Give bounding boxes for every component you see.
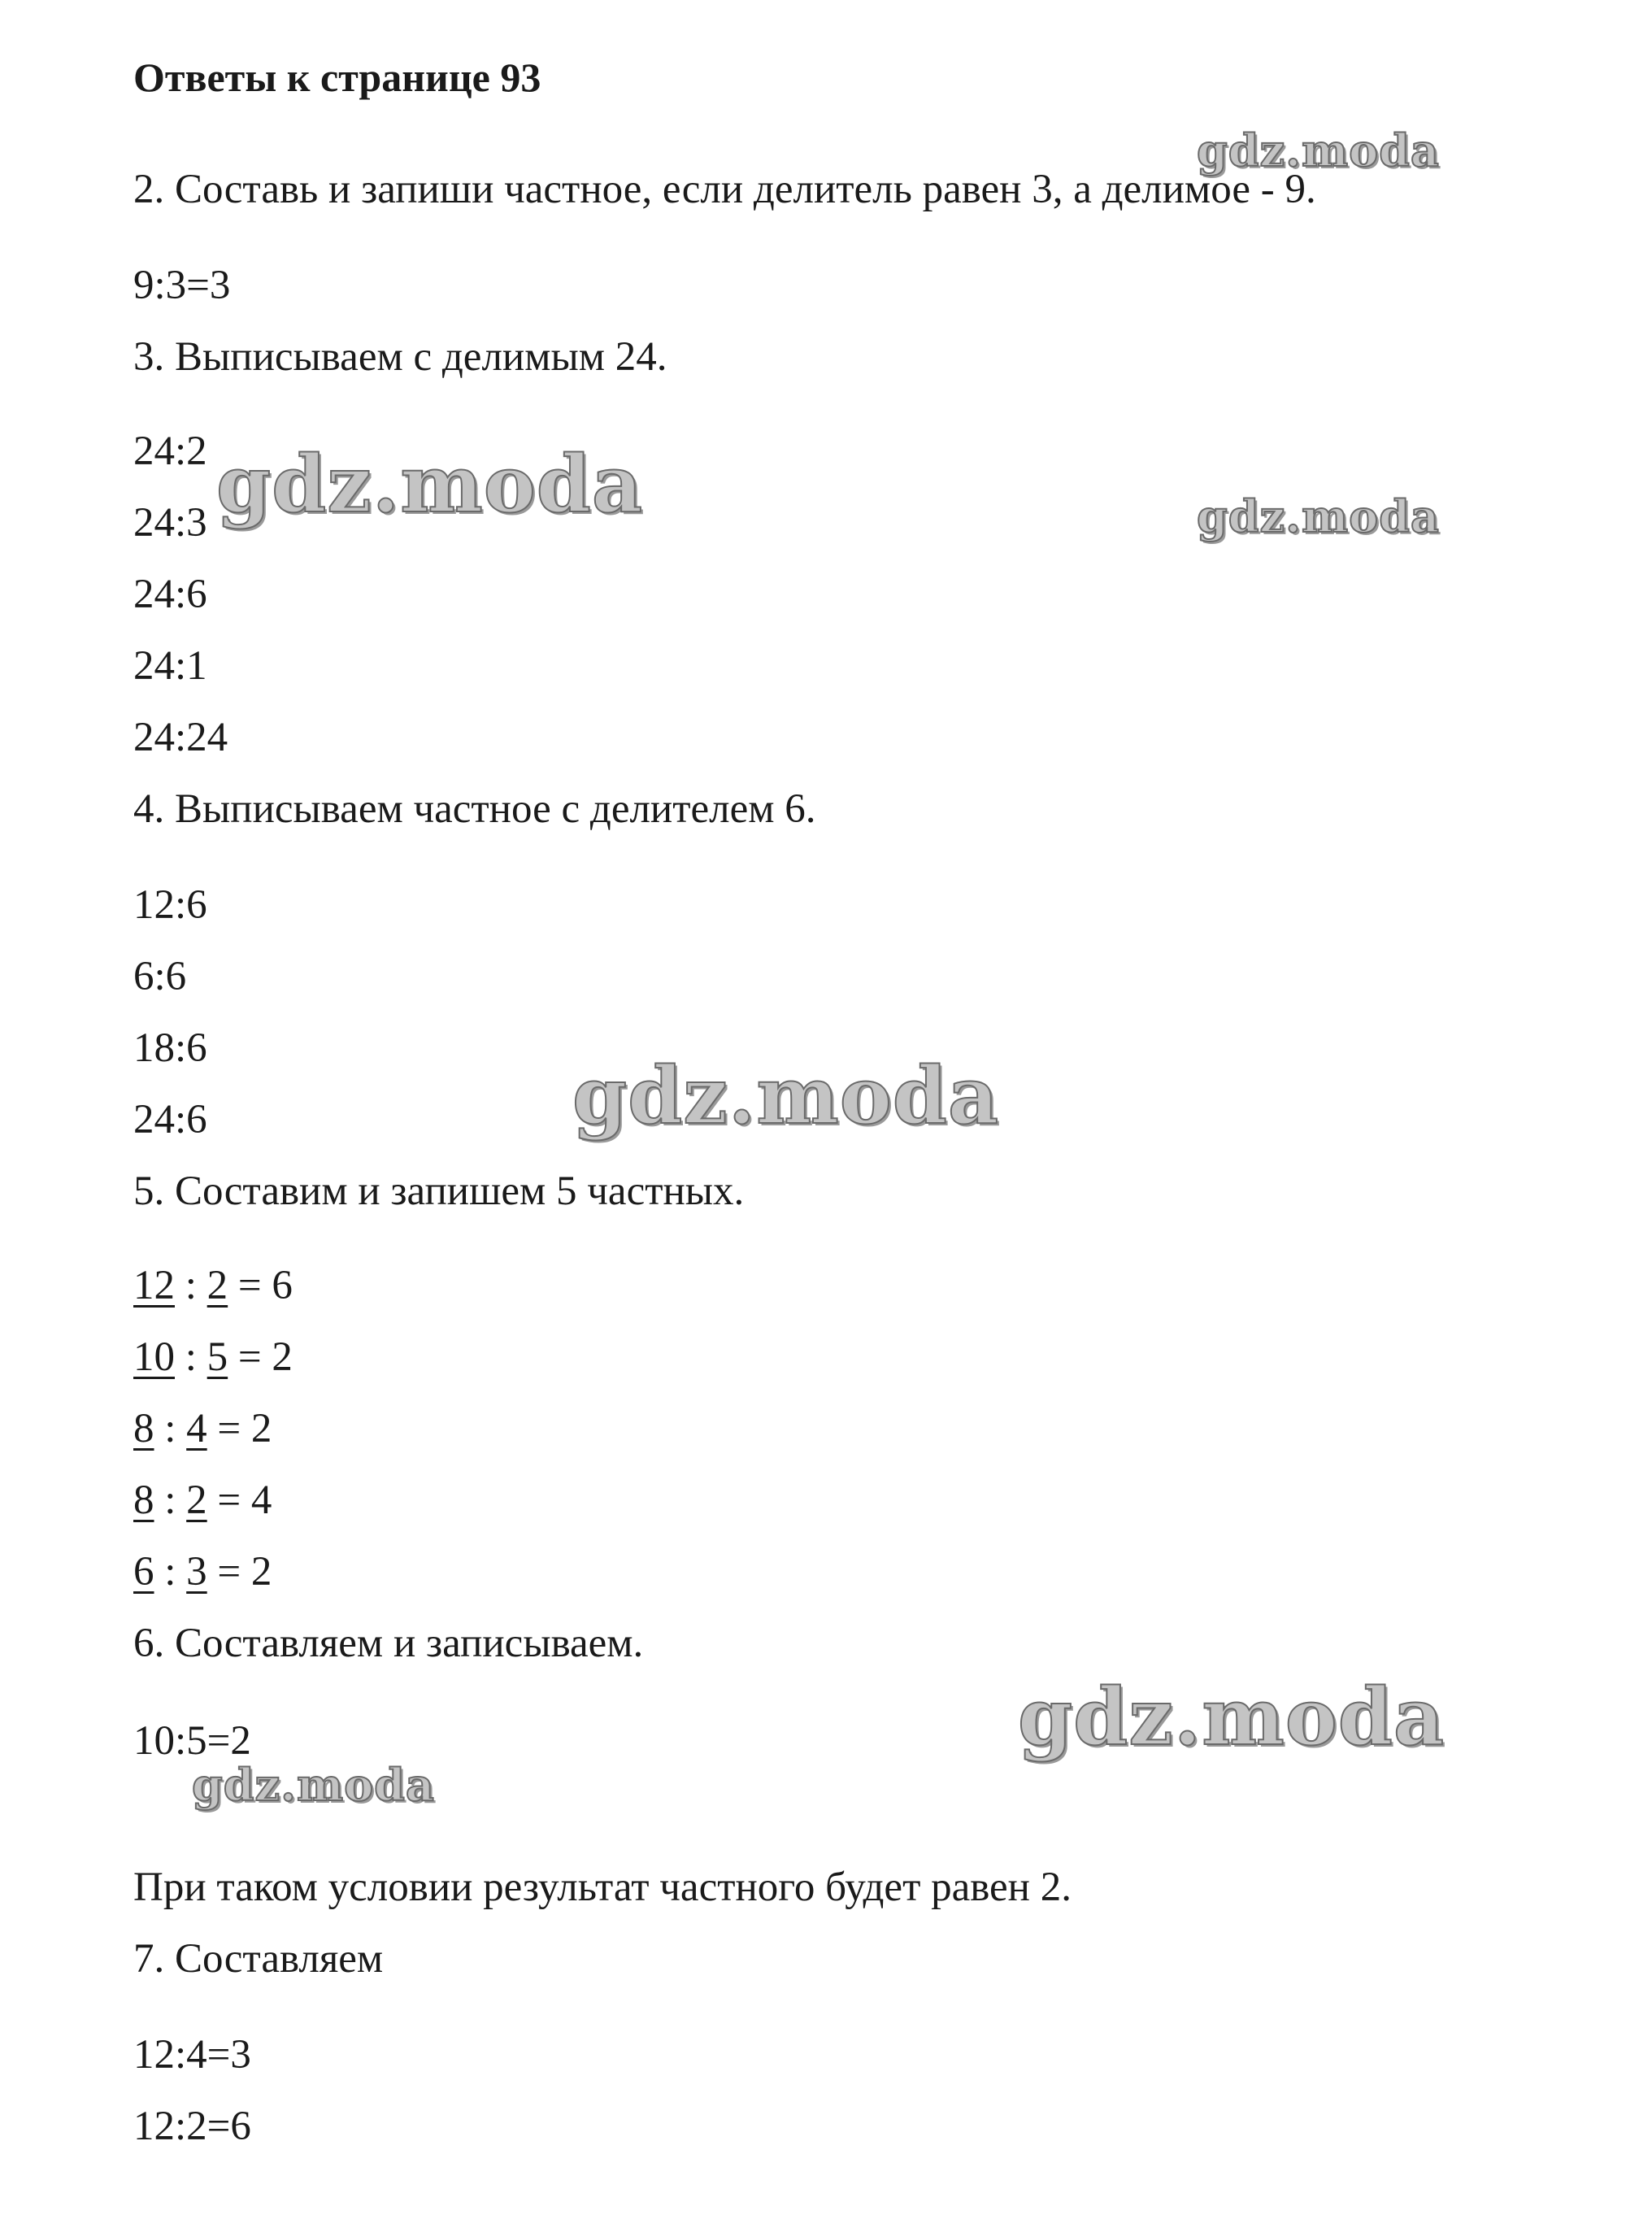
dividend: 8 <box>133 1406 154 1451</box>
quotient: = 2 <box>206 1549 272 1595</box>
task-4-line: 24:6 <box>133 1097 207 1142</box>
watermark: gdz.moda <box>1197 490 1440 542</box>
task-3-line: 24:3 <box>133 500 207 546</box>
task-5-equation <box>133 1265 293 1307</box>
task-6-conclusion: При таком условии результат частного будет равен 2. <box>133 1865 1072 1910</box>
quotient: = 2 <box>206 1406 272 1451</box>
division-sign: : <box>175 1334 207 1380</box>
task-5-equation <box>133 1551 272 1593</box>
task-5-equation <box>133 1408 272 1450</box>
divisor: 2 <box>186 1477 207 1523</box>
task-6-answer: 10:5=2 <box>133 1718 251 1764</box>
task-5-text: 5. Составим и запишем 5 частных. <box>133 1168 745 1214</box>
quotient: = 2 <box>228 1334 293 1380</box>
task-7-line: 12:4=3 <box>133 2032 251 2078</box>
division-sign: : <box>154 1549 187 1595</box>
task-7-line: 12:2=6 <box>133 2104 251 2149</box>
task-3-line: 24:1 <box>133 643 207 689</box>
watermark: gdz.moda <box>572 1050 1000 1142</box>
watermark: gdz.moda <box>192 1759 435 1811</box>
task-3-line: 24:24 <box>133 715 228 760</box>
division-sign: : <box>154 1406 187 1451</box>
task-6-text: 6. Составляем и записываем. <box>133 1621 644 1666</box>
task-4-line: 6:6 <box>133 954 187 999</box>
divisor: 2 <box>206 1263 228 1308</box>
task-2-text: 2. Составь и запиши частное, если делитель равен 3, а делимое - 9. <box>133 167 1316 212</box>
task-3-text: 3. Выписываем с делимым 24. <box>133 334 667 380</box>
divisor: 3 <box>186 1549 207 1595</box>
watermark: gdz.moda <box>1018 1671 1446 1763</box>
quotient: = 4 <box>206 1477 272 1523</box>
divisor: 5 <box>206 1334 228 1380</box>
task-4-line: 12:6 <box>133 882 207 928</box>
task-5-equation <box>133 1477 272 1523</box>
watermark: gdz.moda <box>216 438 644 530</box>
dividend: 8 <box>133 1477 154 1523</box>
dividend: 12 <box>133 1263 175 1308</box>
task-4-text: 4. Выписываем частное с делителем 6. <box>133 786 816 832</box>
task-2-answer: 9:3=3 <box>133 263 231 308</box>
task-3-line: 24:2 <box>133 429 207 474</box>
task-5-equation <box>133 1334 293 1380</box>
quotient: = 6 <box>228 1263 293 1308</box>
division-sign: : <box>175 1263 207 1308</box>
watermark: gdz.moda <box>1197 124 1440 176</box>
page-title: Ответы к странице 93 <box>133 54 541 100</box>
task-4-line: 18:6 <box>133 1025 207 1071</box>
division-sign: : <box>154 1477 187 1523</box>
divisor: 4 <box>186 1406 207 1451</box>
dividend: 10 <box>133 1334 175 1380</box>
dividend: 6 <box>133 1549 154 1595</box>
task-3-line: 24:6 <box>133 572 207 617</box>
task-7-text: 7. Составляем <box>133 1936 384 1982</box>
